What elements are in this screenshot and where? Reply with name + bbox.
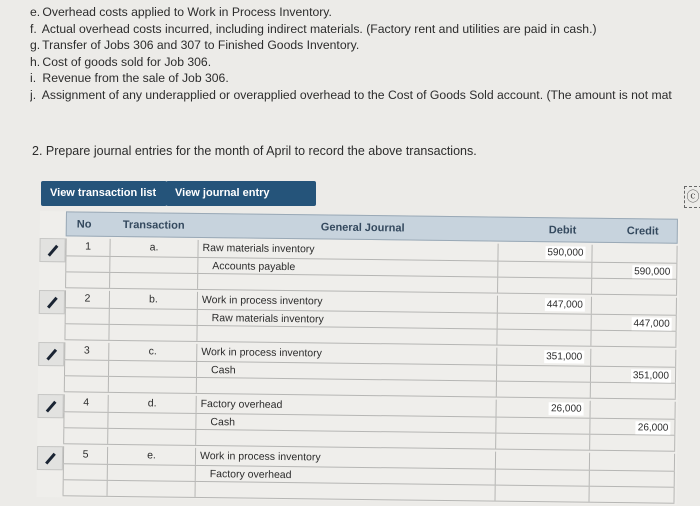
instruction-text: Overhead costs applied to Work in Process Inventory.: [42, 5, 332, 19]
question-text: 2. Prepare journal entries for the month of April to record the above transactions.: [32, 144, 477, 158]
header-general-journal: General Journal: [320, 221, 405, 235]
transaction-blank: [107, 413, 195, 429]
debit-blank: [494, 486, 588, 502]
debit-blank: [497, 262, 591, 278]
instruction-letter: j.: [30, 87, 37, 102]
instruction-letter: h.: [30, 54, 41, 69]
credit-amount-value: 590,000: [632, 265, 672, 278]
transaction-blank: [108, 377, 196, 393]
no-blank: [63, 428, 107, 444]
transaction-blank: [108, 325, 196, 341]
credit-blank: [590, 401, 676, 419]
debit-blank: [496, 382, 590, 398]
no-blank: [64, 376, 108, 392]
debit-blank: [496, 330, 590, 346]
no-blank: [65, 256, 109, 272]
pencil-icon: [48, 245, 59, 257]
debit-blank: [495, 418, 589, 434]
instruction-text: Revenue from the sale of Job 306.: [42, 71, 229, 85]
instruction-item: [30, 70, 700, 87]
account-blank: [195, 482, 495, 501]
instruction-item: [30, 37, 700, 54]
edit-entry-button[interactable]: [37, 394, 63, 418]
credit-blank: [590, 349, 676, 367]
debit-amount-value: 447,000: [545, 298, 585, 311]
debit-blank: [496, 366, 590, 382]
debit-account: Factory overhead: [196, 396, 496, 417]
debit-amount: [497, 296, 591, 314]
credit-blank: [591, 279, 677, 295]
entry-number: 2: [65, 290, 109, 308]
table-body: [37, 236, 680, 504]
edit-entry-button[interactable]: [37, 446, 63, 470]
no-blank: [65, 308, 109, 324]
debit-amount-value: 351,000: [544, 350, 584, 363]
no-blank: [63, 464, 107, 480]
debit-amount: [496, 348, 590, 366]
view-transaction-list-button[interactable]: View transaction list: [41, 181, 167, 206]
instruction-item: [30, 4, 700, 21]
no-blank: [63, 480, 107, 496]
credit-blank: [588, 487, 674, 503]
credit-account: Cash: [195, 414, 495, 433]
instruction-text: Actual overhead costs incurred, including indirect materials. (Factory rent and utilities are paid in cash.): [41, 21, 597, 36]
header-credit: Credit: [626, 225, 659, 238]
transaction-letter: c.: [108, 343, 196, 361]
transaction-letter: e.: [107, 447, 195, 465]
header-debit: Debit: [548, 224, 577, 237]
no-blank: [64, 360, 108, 376]
debit-account: Work in process inventory: [195, 448, 495, 469]
debit-account: Raw materials inventory: [197, 240, 497, 261]
credit-amount-value: 447,000: [631, 317, 671, 330]
instruction-text: Cost of goods sold for Job 306.: [42, 54, 212, 69]
header-no: No: [76, 218, 92, 231]
credit-blank: [590, 383, 676, 399]
transaction-blank: [109, 257, 197, 273]
credit-amount: [589, 419, 675, 435]
debit-amount: [495, 452, 589, 470]
no-blank: [65, 272, 109, 288]
debit-account: Work in process inventory: [196, 344, 496, 365]
credit-amount: [590, 367, 676, 383]
transaction-blank: [107, 481, 195, 497]
credit-account: Accounts payable: [197, 258, 497, 277]
edit-entry-button[interactable]: [39, 238, 65, 262]
transaction-blank: [107, 429, 195, 445]
credit-account: Factory overhead: [195, 466, 495, 485]
debit-blank: [495, 434, 589, 450]
pencil-icon: [45, 453, 56, 465]
transaction-letter: b.: [109, 291, 197, 309]
credit-blank: [589, 453, 675, 471]
pencil-icon: [46, 401, 57, 413]
table-row: [37, 444, 678, 504]
info-icon[interactable]: ⓒ: [684, 186, 700, 208]
instruction-item: [30, 21, 700, 38]
credit-account: Raw materials inventory: [197, 310, 497, 329]
entry-number: 5: [63, 446, 107, 464]
credit-amount-value: 351,000: [631, 369, 671, 382]
instruction-text: Transfer of Jobs 306 and 307 to Finished Goods Inventory.: [42, 38, 360, 52]
instruction-item: [30, 87, 700, 104]
instruction-letter: i.: [30, 71, 37, 85]
credit-amount: [591, 263, 677, 279]
no-blank: [64, 324, 108, 340]
no-blank: [63, 412, 107, 428]
instruction-letter: f.: [30, 21, 37, 36]
journal-table: [37, 211, 680, 505]
table-row: [38, 340, 679, 400]
instruction-text: Assignment of any underapplied or overapplied overhead to the Cost of Goods Sold account. (The amount is not mat: [41, 87, 672, 102]
pencil-icon: [46, 349, 57, 361]
entry-number: 4: [64, 394, 108, 412]
table-row: [37, 392, 678, 452]
transaction-blank: [107, 465, 195, 481]
instructions-list: [30, 4, 700, 103]
debit-account: Work in process inventory: [197, 292, 497, 313]
credit-blank: [589, 435, 675, 451]
instruction-item: [30, 54, 700, 71]
instruction-letter: e.: [30, 5, 41, 19]
table-row: [38, 288, 679, 348]
debit-blank: [497, 314, 591, 330]
pencil-icon: [47, 297, 58, 309]
edit-entry-button[interactable]: [39, 290, 65, 314]
credit-blank: [591, 297, 677, 315]
credit-account: Cash: [196, 362, 496, 381]
entry-number: 3: [64, 342, 108, 360]
debit-amount: [497, 244, 591, 262]
debit-blank: [495, 470, 589, 486]
header-transaction: Transaction: [122, 219, 185, 232]
credit-amount: [589, 471, 675, 487]
instruction-letter: g.: [30, 38, 41, 52]
transaction-blank: [109, 273, 197, 289]
transaction-blank: [109, 309, 197, 325]
edit-entry-button[interactable]: [38, 342, 64, 366]
transaction-letter: d.: [108, 395, 196, 413]
debit-amount-value: 590,000: [545, 246, 585, 259]
transaction-blank: [108, 361, 196, 377]
debit-amount-value: 26,000: [549, 402, 584, 415]
debit-blank: [497, 278, 591, 294]
debit-amount: [496, 400, 590, 418]
table-row: [39, 236, 680, 296]
credit-blank: [591, 245, 677, 263]
credit-amount-value: 26,000: [636, 421, 671, 434]
transaction-letter: a.: [109, 239, 197, 257]
view-journal-worksheet-button[interactable]: View journal entry: [166, 181, 316, 206]
credit-blank: [590, 331, 676, 347]
entry-number: 1: [65, 238, 109, 256]
credit-amount: [591, 315, 677, 331]
